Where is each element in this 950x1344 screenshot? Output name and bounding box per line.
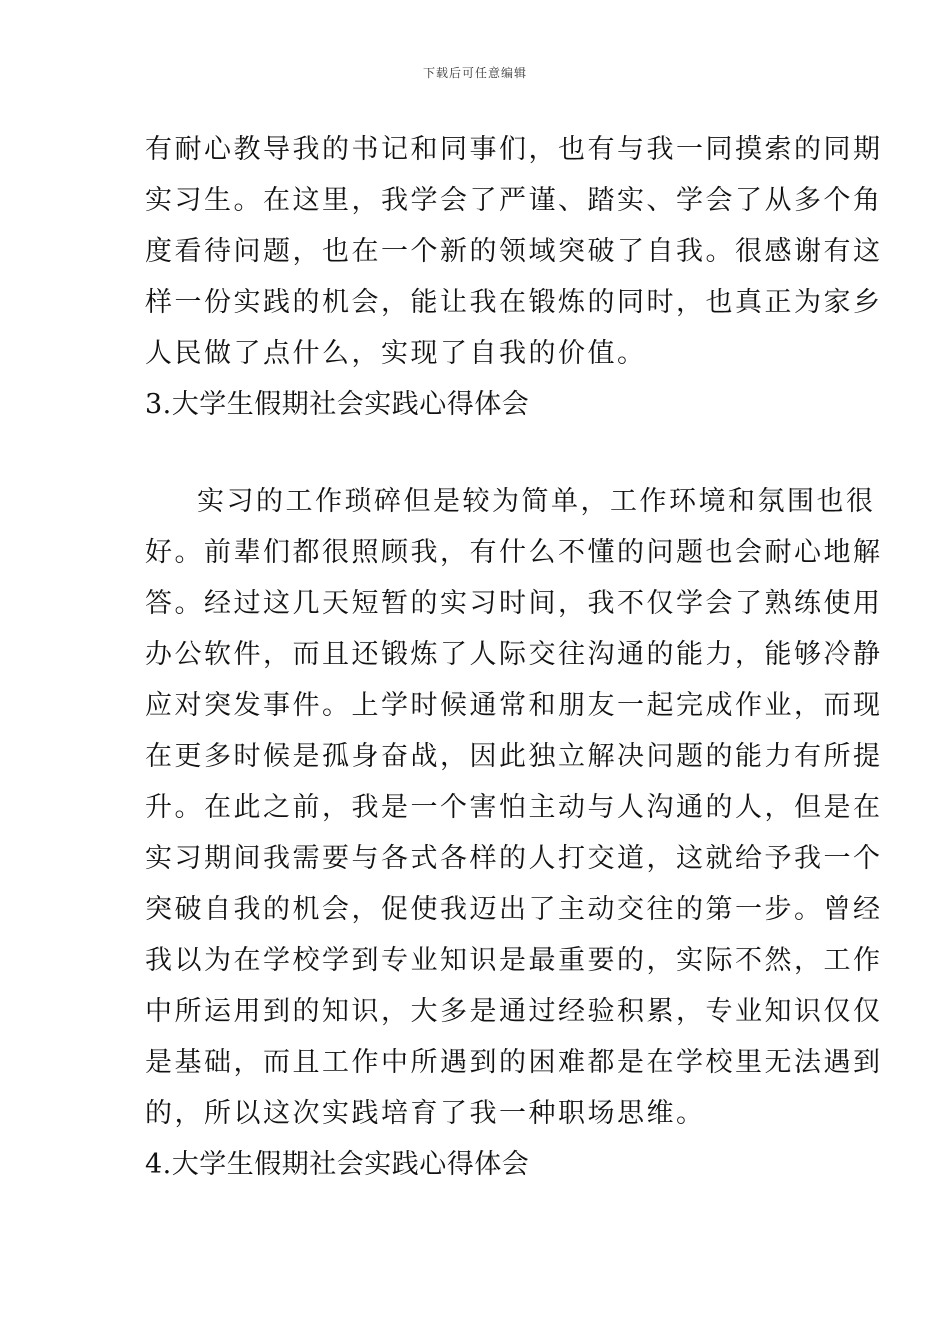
paragraph-section-3 bbox=[145, 476, 883, 1139]
paragraph-continued bbox=[145, 124, 883, 379]
text-line: 的，所以这次实践培育了我一种职场思维。 bbox=[145, 1098, 706, 1129]
text-line: 有耐心教导我的书记和同事们，也有与我一同摸索的同期 bbox=[145, 134, 883, 165]
text-line: 答。经过这几天短暂的实习时间，我不仅学会了熟练使用 bbox=[145, 588, 883, 619]
text-line: 人民做了点什么，实现了自我的价值。 bbox=[145, 338, 647, 369]
section-heading-4: 4.大学生假期社会实践心得体会 bbox=[145, 1149, 530, 1180]
document-body bbox=[145, 124, 883, 1190]
text-line: 度看待问题，也在一个新的领域突破了自我。很感谢有这 bbox=[145, 236, 883, 267]
text-line: 实习期间我需要与各式各样的人打交道，这就给予我一个 bbox=[145, 843, 883, 874]
blank-line bbox=[145, 430, 810, 476]
text-line: 实习生。在这里，我学会了严谨、踏实、学会了从多个角 bbox=[145, 185, 883, 216]
text-line: 好。前辈们都很照顾我，有什么不懂的问题也会耐心地解 bbox=[145, 537, 883, 568]
text-line: 应对突发事件。上学时候通常和朋友一起完成作业，而现 bbox=[145, 690, 883, 721]
text-line: 实习的工作琐碎但是较为简单，工作环境和氛围也很 bbox=[197, 486, 876, 517]
text-line: 办公软件，而且还锻炼了人际交往沟通的能力，能够冷静 bbox=[145, 639, 883, 670]
text-line: 突破自我的机会，促使我迈出了主动交往的第一步。曾经 bbox=[145, 894, 883, 925]
text-line: 中所运用到的知识，大多是通过经验积累，专业知识仅仅 bbox=[145, 996, 883, 1027]
page-header: 下载后可任意编辑 bbox=[422, 66, 527, 80]
text-line: 是基础，而且工作中所遇到的困难都是在学校里无法遇到 bbox=[145, 1047, 883, 1078]
section-heading-3: 3.大学生假期社会实践心得体会 bbox=[145, 389, 530, 420]
text-line: 在更多时候是孤身奋战，因此独立解决问题的能力有所提 bbox=[145, 741, 883, 772]
text-line: 样一份实践的机会，能让我在锻炼的同时，也真正为家乡 bbox=[145, 287, 883, 318]
text-line: 我以为在学校学到专业知识是最重要的，实际不然，工作 bbox=[145, 945, 883, 976]
text-line: 升。在此之前，我是一个害怕主动与人沟通的人，但是在 bbox=[145, 792, 883, 823]
